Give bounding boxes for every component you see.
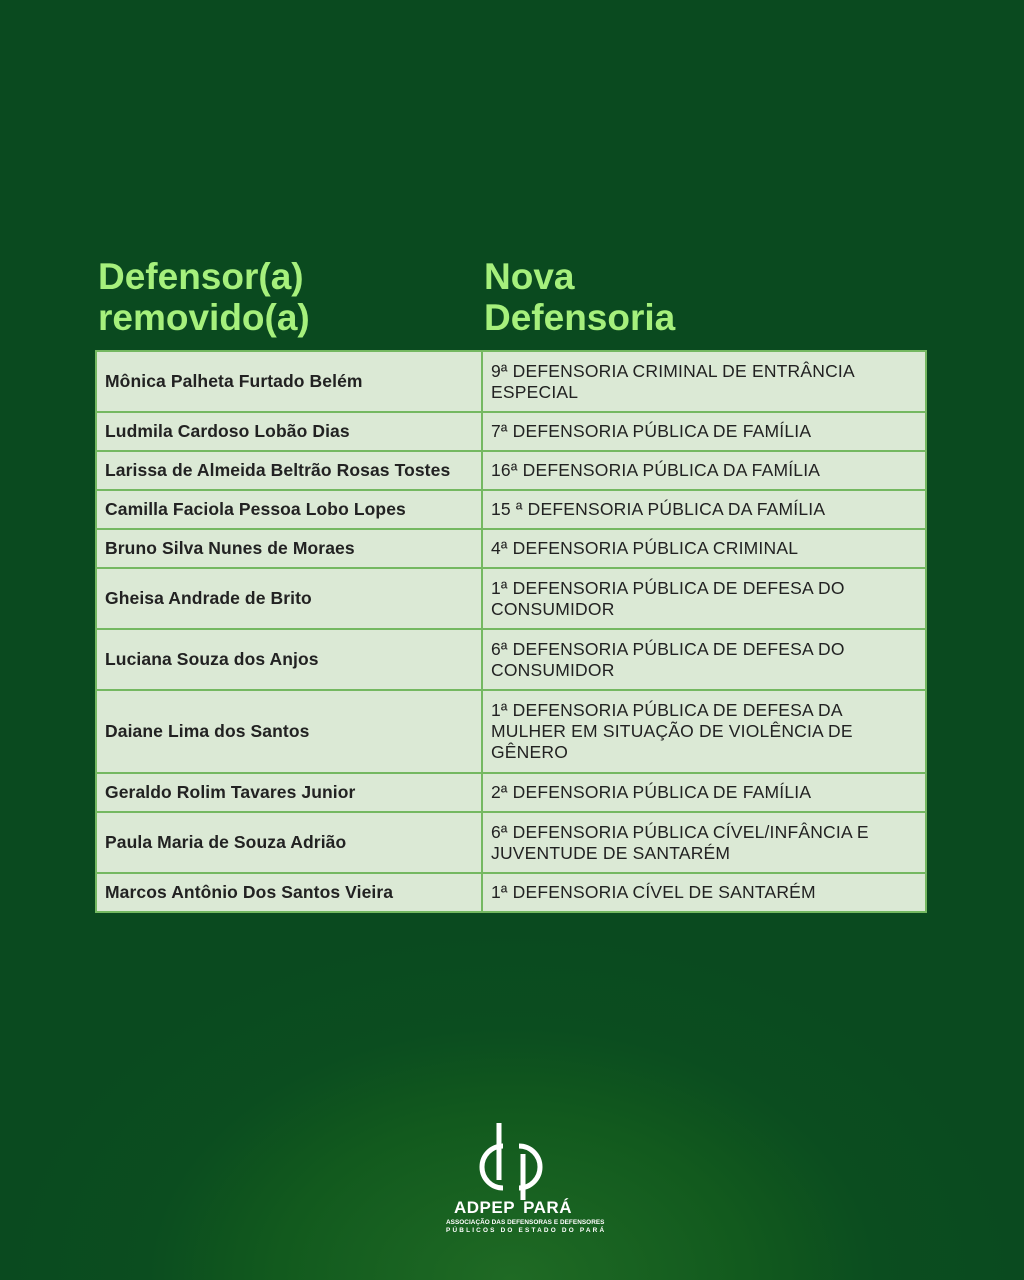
table-row — [96, 773, 926, 812]
nova-defensoria: 2ª DEFENSORIA PÚBLICA DE FAMÍLIA — [482, 773, 926, 812]
table-row — [96, 351, 926, 412]
nova-defensoria: 6ª DEFENSORIA PÚBLICA DE DEFESA DO CONSUMIDOR — [482, 629, 926, 690]
nova-defensoria: 15 ª DEFENSORIA PÚBLICA DA FAMÍLIA — [482, 490, 926, 529]
nova-defensoria: 4ª DEFENSORIA PÚBLICA CRIMINAL — [482, 529, 926, 568]
logo-subtitle-line1: ASSOCIAÇÃO DAS DEFENSORAS E DEFENSORES — [446, 1219, 605, 1226]
adpep-logo — [446, 1118, 607, 1236]
nova-defensoria: 1ª DEFENSORIA CÍVEL DE SANTARÉM — [482, 873, 926, 912]
adpep-logo-mark-icon — [466, 1120, 560, 1200]
table-row — [96, 873, 926, 912]
logo-name-left: ADPEP — [454, 1198, 516, 1217]
column-header-nova-defensoria: Nova Defensoria — [484, 256, 676, 338]
defensor-name: Camilla Faciola Pessoa Lobo Lopes — [96, 490, 482, 529]
defensor-name: Larissa de Almeida Beltrão Rosas Tostes — [96, 451, 482, 490]
removals-table — [95, 350, 927, 913]
table-row — [96, 451, 926, 490]
table-row — [96, 690, 926, 773]
nova-defensoria: 7ª DEFENSORIA PÚBLICA DE FAMÍLIA — [482, 412, 926, 451]
defensor-name: Bruno Silva Nunes de Moraes — [96, 529, 482, 568]
nova-defensoria: 1ª DEFENSORIA PÚBLICA DE DEFESA DA MULHER EM SITUAÇÃO DE VIOLÊNCIA DE GÊNERO — [482, 690, 926, 773]
table-row — [96, 568, 926, 629]
defensor-name: Geraldo Rolim Tavares Junior — [96, 773, 482, 812]
logo-wordmark — [446, 1198, 580, 1218]
table-row — [96, 812, 926, 873]
table-row — [96, 629, 926, 690]
nova-defensoria: 9ª DEFENSORIA CRIMINAL DE ENTRÂNCIA ESPECIAL — [482, 351, 926, 412]
defensor-name: Paula Maria de Souza Adrião — [96, 812, 482, 873]
defensor-name: Marcos Antônio Dos Santos Vieira — [96, 873, 482, 912]
column-header-defensor: Defensor(a) removido(a) — [98, 256, 310, 338]
table-row — [96, 529, 926, 568]
defensor-name: Luciana Souza dos Anjos — [96, 629, 482, 690]
defensor-name: Daiane Lima dos Santos — [96, 690, 482, 773]
logo-name-right: PARÁ — [523, 1198, 572, 1217]
defensor-name: Ludmila Cardoso Lobão Dias — [96, 412, 482, 451]
table-row — [96, 412, 926, 451]
defensor-name: Mônica Palheta Furtado Belém — [96, 351, 482, 412]
nova-defensoria: 16ª DEFENSORIA PÚBLICA DA FAMÍLIA — [482, 451, 926, 490]
nova-defensoria: 1ª DEFENSORIA PÚBLICA DE DEFESA DO CONSUMIDOR — [482, 568, 926, 629]
table-row — [96, 490, 926, 529]
nova-defensoria: 6ª DEFENSORIA PÚBLICA CÍVEL/INFÂNCIA E JUVENTUDE DE SANTARÉM — [482, 812, 926, 873]
table-headers — [98, 256, 928, 340]
defensor-name: Gheisa Andrade de Brito — [96, 568, 482, 629]
logo-subtitle-line2: PÚBLICOS DO ESTADO DO PARÁ — [446, 1227, 607, 1234]
